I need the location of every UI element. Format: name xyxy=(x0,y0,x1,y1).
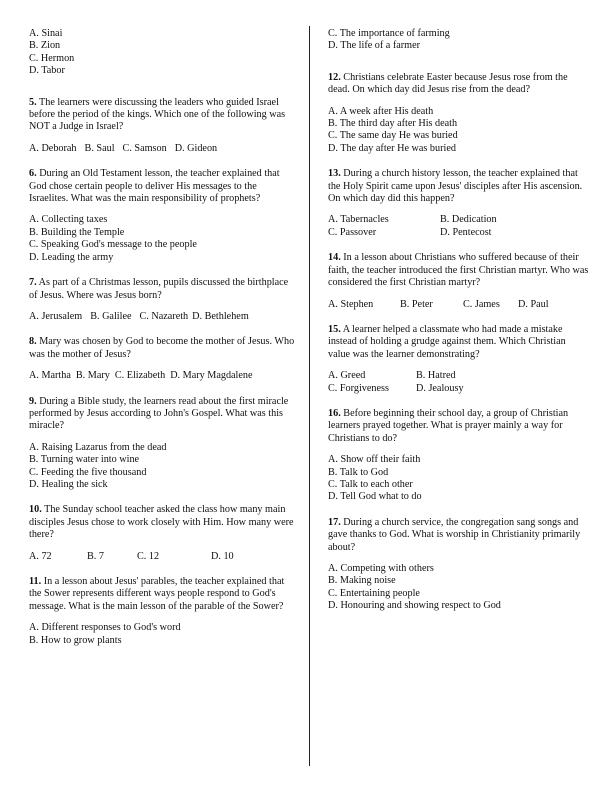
options-row xyxy=(29,143,297,155)
question-text: Mary was chosen by God to become the mother of Jesus. Who was the mother of Jesus? xyxy=(29,336,295,360)
option: A. Jerusalem xyxy=(29,310,83,322)
option: B. Hatred xyxy=(416,370,456,382)
option: C. Passover xyxy=(328,226,377,238)
question-13 xyxy=(328,168,590,239)
option: A. Deborah xyxy=(29,142,77,154)
question-16 xyxy=(328,408,590,504)
option: A. Raising Lazarus from the dead xyxy=(29,441,167,453)
option: D. Mary Magdalene xyxy=(170,370,253,382)
question-text: In a lesson about Christians who suffered because of their faith, the teacher introduced the first Christian martyr. Who was considered the first Christian martyr? xyxy=(328,252,589,289)
option: A. Competing with others xyxy=(328,563,434,574)
question-stem xyxy=(29,336,297,361)
options-grid xyxy=(328,214,590,239)
options-grid xyxy=(328,370,590,395)
question-number: 9. xyxy=(29,395,37,407)
question-14 xyxy=(328,252,590,311)
option: D. Tell God what to do xyxy=(328,491,422,503)
option: D. Healing the sick xyxy=(29,478,108,490)
option: C. Speaking God's message to the people xyxy=(29,239,197,251)
option: D. Pentecost xyxy=(440,226,492,238)
question-number: 11. xyxy=(29,576,42,587)
question-number: 17. xyxy=(328,516,341,528)
question-stem xyxy=(328,517,590,554)
question-text: A learner helped a classmate who had made a mistake instead of holding a grudge against them. Which Christian value was the learner demonstrating? xyxy=(328,323,566,360)
column-divider xyxy=(309,26,310,766)
continued-options xyxy=(328,28,590,53)
option: C. 12 xyxy=(137,550,160,562)
option: D. Leading the army xyxy=(29,251,114,263)
question-number: 7. xyxy=(29,277,37,289)
option: B. Zion xyxy=(29,40,61,52)
question-number: 16. xyxy=(328,407,341,419)
option: D. Jealousy xyxy=(416,382,464,394)
option: C. Forgiveness xyxy=(328,382,389,394)
option: A. Stephen xyxy=(328,298,374,310)
question-number: 13. xyxy=(328,168,341,180)
options-row xyxy=(29,370,297,382)
option: D. Tabor xyxy=(29,65,65,77)
question-text: During a Bible study, the learners read about the first miracle performed by Jesus according to John's Gospel. What was this miracle? xyxy=(29,395,289,432)
question-text: The Sunday school teacher asked the class how many main disciples Jesus chose to work closely with Him. How many were there? xyxy=(29,504,294,541)
question-number: 14. xyxy=(328,252,341,264)
continued-options xyxy=(29,28,297,78)
question-stem xyxy=(328,408,590,445)
option: A. Collecting taxes xyxy=(29,214,108,226)
option: A. 72 xyxy=(29,550,52,562)
option: D. Gideon xyxy=(174,142,218,154)
question-6 xyxy=(29,168,297,264)
question-stem xyxy=(328,168,590,205)
question-8 xyxy=(29,336,297,382)
option: D. 10 xyxy=(211,550,234,562)
question-text: As part of a Christmas lesson, pupils discussed the birthplace of Jesus. Where was Jesus born? xyxy=(29,277,289,301)
option: A. Different responses to God's word xyxy=(29,622,181,634)
option: A. Tabernacles xyxy=(328,214,389,226)
option: C. Samson xyxy=(122,142,167,154)
question-text: Before beginning their school day, a group of Christian learners prayed together. What is prayer mainly a way for Christians to do? xyxy=(328,407,569,444)
option: B. How to grow plants xyxy=(29,634,122,646)
question-stem xyxy=(29,97,297,134)
question-number: 12. xyxy=(328,71,341,83)
option: B. Peter xyxy=(400,298,433,310)
question-stem xyxy=(328,72,590,97)
question-stem xyxy=(29,396,297,433)
question-stem xyxy=(29,576,297,613)
question-11 xyxy=(29,576,297,647)
question-stem xyxy=(29,168,297,205)
option: C. Feeding the five thousand xyxy=(29,466,147,478)
question-number: 5. xyxy=(29,96,37,108)
option: B. Saul xyxy=(84,142,115,154)
option: C. The importance of farming xyxy=(328,28,450,39)
option: A. Show off their faith xyxy=(328,454,421,466)
option: C. James xyxy=(463,298,500,310)
question-text: During a church service, the congregation sang songs and gave thanks to God. What is worship in Christianity primarily about? xyxy=(328,516,581,553)
options-row xyxy=(29,311,297,323)
option: D. The day after He was buried xyxy=(328,142,456,154)
option: B. Turning water into wine xyxy=(29,454,140,466)
option: B. 7 xyxy=(87,550,104,562)
option: D. Bethlehem xyxy=(192,310,249,322)
option: C. Nazareth xyxy=(139,310,189,322)
option: C. Elizabeth xyxy=(114,370,166,382)
option: A. A week after His death xyxy=(328,105,434,117)
question-text: The learners were discussing the leaders who guided Israel before the period of the kings. Which one of the following was NOT a Judge in Israel? xyxy=(29,96,286,133)
question-7 xyxy=(29,277,297,323)
option: B. Making noise xyxy=(328,575,396,587)
option: C. Talk to each other xyxy=(328,478,413,490)
option: B. The third day after His death xyxy=(328,118,458,130)
option: D. The life of a farmer xyxy=(328,40,421,52)
question-15 xyxy=(328,324,590,395)
question-9 xyxy=(29,396,297,492)
question-number: 10. xyxy=(29,504,42,516)
option: A. Martha xyxy=(29,370,71,382)
option: A. Greed xyxy=(328,370,366,382)
option: B. Mary xyxy=(75,370,110,382)
question-number: 8. xyxy=(29,336,37,348)
option: B. Building the Temple xyxy=(29,226,125,238)
option: B. Galilee xyxy=(90,310,132,322)
option: D. Paul xyxy=(518,298,549,310)
option: B. Dedication xyxy=(440,214,497,226)
option: A. Sinai xyxy=(29,28,63,39)
question-12 xyxy=(328,72,590,155)
right-column xyxy=(328,28,590,622)
question-text: During a church history lesson, the teacher explained that the Holy Spirit came upon Jesus' disciples after His ascension. On which day did this happen? xyxy=(328,168,583,205)
question-stem xyxy=(328,324,590,361)
option: D. Honouring and showing respect to God xyxy=(328,600,501,612)
options-row xyxy=(328,299,590,311)
question-text: Christians celebrate Easter because Jesus rose from the dead. On which day did Jesus rise from the dead? xyxy=(328,71,568,96)
option: C. Hermon xyxy=(29,52,75,64)
question-text: In a lesson about Jesus' parables, the teacher explained that the Sower represents different ways people respond to God's message. What is the main lesson of the parable of the Sower? xyxy=(29,576,285,612)
question-17 xyxy=(328,517,590,613)
question-stem xyxy=(29,504,297,541)
option: C. Entertaining people xyxy=(328,587,420,599)
question-stem xyxy=(328,252,590,289)
option: C. The same day He was buried xyxy=(328,130,458,142)
left-column xyxy=(29,28,297,656)
question-5 xyxy=(29,97,297,156)
options-row xyxy=(29,551,297,563)
question-number: 15. xyxy=(328,323,341,335)
question-text: During an Old Testament lesson, the teacher explained that God chose certain people to deliver His messages to the Israelites. What was the main responsibility of prophets? xyxy=(29,168,280,205)
question-10 xyxy=(29,504,297,563)
question-stem xyxy=(29,277,297,302)
question-number: 6. xyxy=(29,168,37,180)
option: B. Talk to God xyxy=(328,466,389,478)
